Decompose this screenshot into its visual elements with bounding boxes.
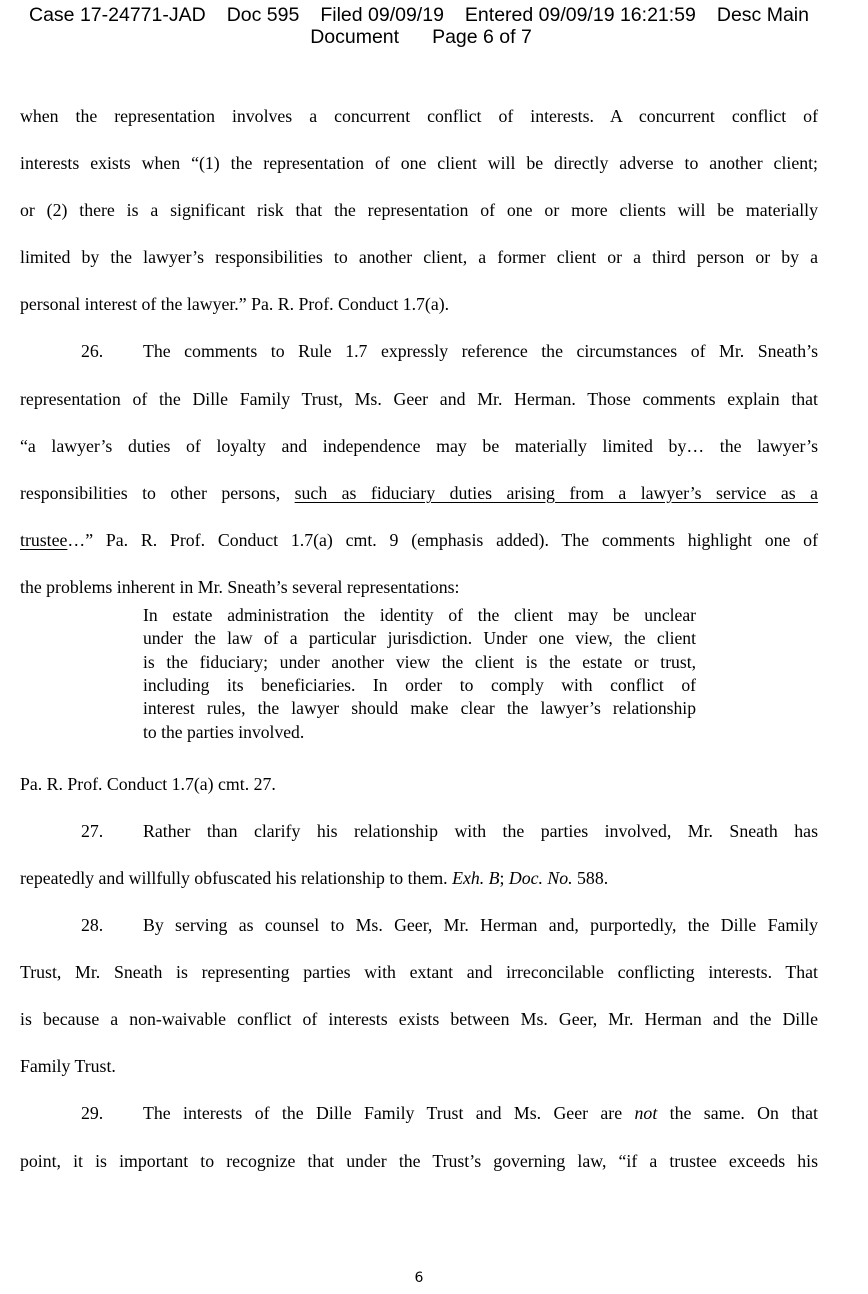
paragraph-number: 29. xyxy=(81,1103,104,1124)
quote-line: under the law of a particular jurisdiction. Under one view, the client xyxy=(143,628,696,649)
filed-date: Filed 09/09/19 xyxy=(320,4,444,26)
text-segment: 588. xyxy=(572,868,609,888)
text-line: By serving as counsel to Ms. Geer, Mr. Herman and, purportedly, the Dille Family xyxy=(143,915,818,936)
text-line: point, it is important to recognize that under the Trust’s governing law, “if a trustee exceeds his xyxy=(20,1150,818,1171)
text-line: personal interest of the lawyer.” Pa. R. Prof. Conduct 1.7(a). xyxy=(20,294,450,315)
text-line: interests exists when “(1) the representation of one client will be directly adverse to another client; xyxy=(20,153,818,174)
text-segment: ; xyxy=(499,868,509,888)
text-line: Trust, Mr. Sneath is representing parties with extant and irreconcilable conflicting interests. That xyxy=(20,962,818,983)
text-line: Family Trust. xyxy=(20,1056,116,1077)
desc-main: Desc Main xyxy=(716,4,809,26)
doc-number: Doc 595 xyxy=(226,4,300,26)
emphasis-italic: not xyxy=(634,1103,658,1124)
paragraph-number: 27. xyxy=(81,820,104,841)
text-line: or (2) there is a significant risk that the representation of one or more clients will be materially xyxy=(20,200,818,221)
quote-line: In estate administration the identity of the client may be unclear xyxy=(143,605,696,626)
text-segment: responsibilities to other persons, xyxy=(20,482,295,503)
block-quote xyxy=(143,604,696,744)
paragraph-27 xyxy=(20,815,818,909)
text-line: the problems inherent in Mr. Sneath’s several representations: xyxy=(20,576,460,597)
paragraph-29 xyxy=(20,1097,818,1191)
document-body xyxy=(20,100,818,1192)
text-segment: repeatedly and willfully obfuscated his relationship to them. xyxy=(20,868,453,888)
emphasis-underline: such as fiduciary duties arising from a lawyer’s service as a xyxy=(294,482,819,503)
quote-line: including its beneficiaries. In order to comply with conflict of xyxy=(143,674,696,695)
quote-line: is the fiduciary; under another view the client is the estate or trust, xyxy=(143,651,696,672)
text-segment: The interests of the Dille Family Trust and Ms. Geer are xyxy=(143,1103,635,1124)
paragraph-25-continued xyxy=(20,100,818,335)
quote-line: interest rules, the lawyer should make clear the lawyer’s relationship xyxy=(143,698,696,719)
text-line: representation of the Dille Family Trust, Ms. Geer and Mr. Herman. Those comments explain that xyxy=(20,388,818,409)
emphasis-underline: trustee xyxy=(20,529,68,550)
case-number: Case 17-24771-JAD xyxy=(29,4,206,26)
quote-line: to the parties involved. xyxy=(143,721,305,742)
text-line: when the representation involves a concurrent conflict of interests. A concurrent conflict of xyxy=(20,106,818,126)
docket-reference: Doc. No. xyxy=(508,868,573,888)
paragraph-28 xyxy=(20,909,818,1097)
citation: Pa. R. Prof. Conduct 1.7(a) cmt. 27. xyxy=(20,773,276,794)
text-line: “a lawyer’s duties of loyalty and independence may be materially limited by… the lawyer’s xyxy=(20,435,818,456)
filing-header xyxy=(0,4,838,48)
paragraph-26 xyxy=(20,335,818,618)
document-label: Document xyxy=(310,26,400,48)
paragraph-number: 26. xyxy=(81,341,104,362)
text-line: is because a non-waivable conflict of interests exists between Ms. Geer, Mr. Herman and the Dille xyxy=(20,1009,818,1030)
text-line: Rather than clarify his relationship with the parties involved, Mr. Sneath has xyxy=(143,820,818,841)
paragraph-number: 28. xyxy=(81,915,104,936)
text-segment: the same. On that xyxy=(657,1103,818,1124)
page-indicator: Page 6 of 7 xyxy=(432,26,532,48)
page-number: 6 xyxy=(414,1270,424,1286)
text-line: limited by the lawyer’s responsibilities to another client, a former client or a third person or by a xyxy=(20,247,818,268)
exhibit-reference: Exh. B xyxy=(452,868,500,888)
text-line: The comments to Rule 1.7 expressly reference the circumstances of Mr. Sneath’s xyxy=(143,341,818,362)
text-segment: …” Pa. R. Prof. Conduct 1.7(a) cmt. 9 (emphasis added). The comments highlight one of xyxy=(67,529,818,550)
entered-date: Entered 09/09/19 16:21:59 xyxy=(464,4,696,26)
